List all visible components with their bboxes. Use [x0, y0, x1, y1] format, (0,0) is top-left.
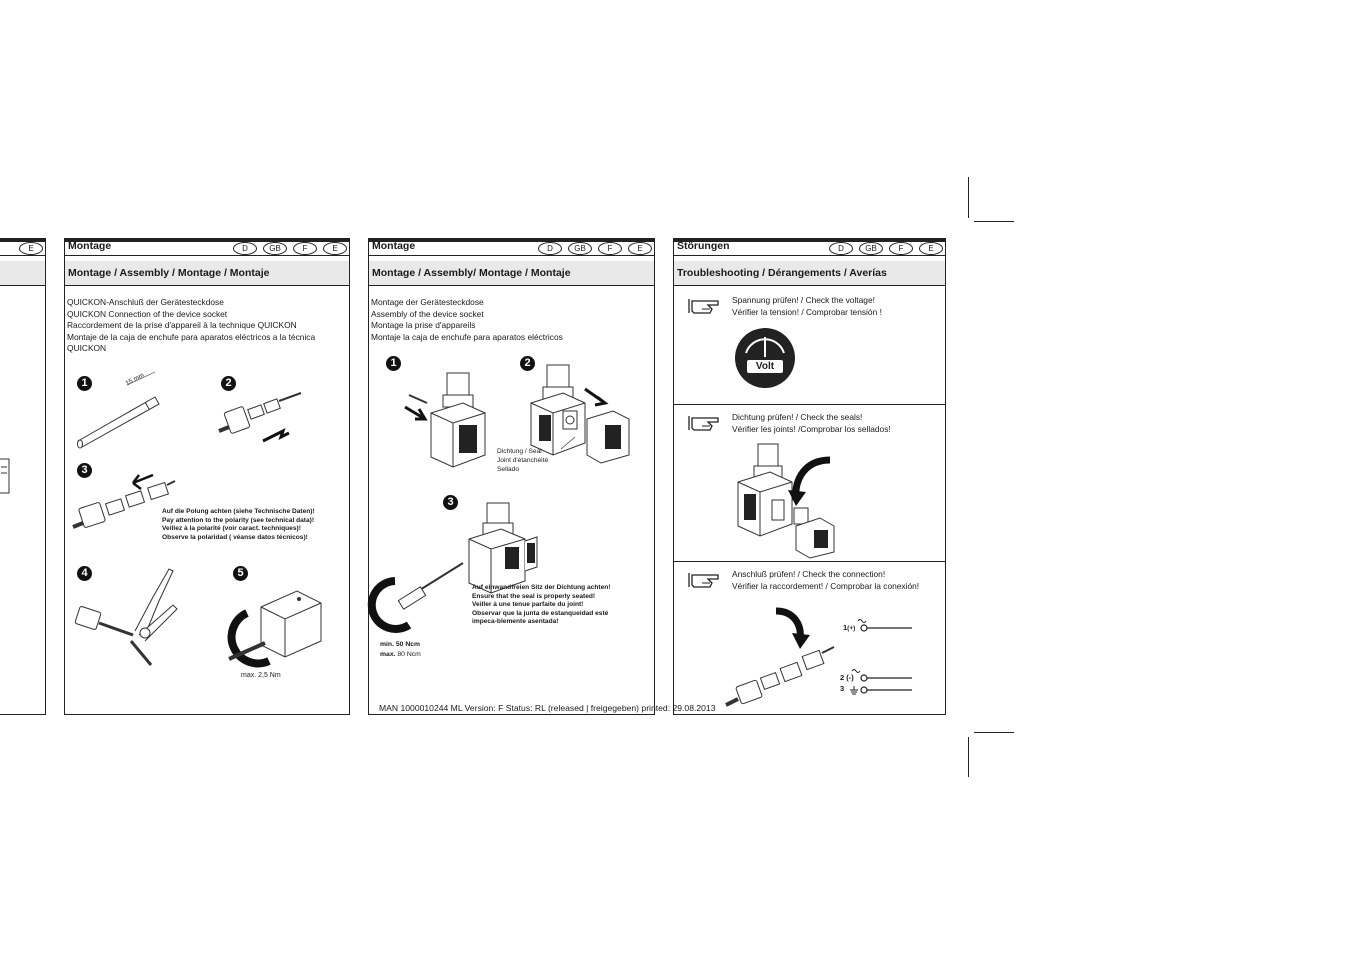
valve-screw-illustration [399, 363, 509, 473]
pointing-hand-icon [688, 571, 722, 589]
terminal-3-label: 3 [840, 684, 845, 693]
lang-badge-gb: GB [568, 242, 592, 255]
panel-quickon-assembly [64, 238, 350, 715]
crop-mark [968, 177, 969, 218]
step-number-5: 5 [233, 566, 248, 581]
pointing-hand-icon [688, 297, 722, 315]
lang-badge-e: E [919, 242, 943, 255]
seal-note: Auf einwandfreien Sitz der Dichtung achten! Ensure that the seal is properly seated! Veiller à une tenue parfaite du joint! Observar que la junta de estanqueidad esté impeca-blemente asentada! [472, 584, 611, 626]
row-text: Dichtung prüfen! / Check the seals! Vérifier les joints! /Comprobar los sellados! [732, 412, 891, 434]
lang-badge: E [19, 242, 43, 255]
partial-illustration [0, 459, 19, 499]
lang-badge-f: F [598, 242, 622, 255]
troubleshoot-row-connection [674, 561, 945, 716]
panel-header [369, 239, 654, 256]
lang-badge-gb: GB [859, 242, 883, 255]
lang-badge-f: F [889, 242, 913, 255]
torque-min: min. 50 Ncm [380, 641, 421, 648]
partial-subtitle-bar [0, 261, 45, 286]
header-title: Montage [372, 240, 416, 252]
language-badges [829, 242, 943, 255]
lang-badge-d: D [538, 242, 562, 255]
subtitle: Montage / Assembly / Montage / Montaje [68, 267, 270, 279]
polarity-note: Auf die Polung achten (siehe Technische Daten)! Pay attention to the polarity (see technical data)! Veillez à la polarité (voir caract. techniques)! Observe la polaridad ( véanse datos técnicos)! [162, 508, 315, 541]
volt-label: Volt [755, 361, 775, 372]
language-badges [538, 242, 652, 255]
torque-label: max. 2,5 Nm [241, 672, 281, 679]
step-number-2: 2 [221, 376, 236, 391]
connection-check-illustration [724, 603, 844, 713]
partial-panel-left [0, 238, 46, 715]
lang-badge-e: E [323, 242, 347, 255]
panel-troubleshooting [673, 238, 946, 715]
step-number-3: 3 [443, 495, 458, 510]
subtitle: Montage / Assembly/ Montage / Montaje [372, 267, 571, 279]
voltmeter-icon [734, 327, 796, 389]
pointing-hand-icon [688, 414, 722, 432]
lang-badge-d: D [233, 242, 257, 255]
header-title: Montage [68, 240, 112, 252]
partial-panel-header [0, 239, 45, 256]
subtitle-bar [674, 261, 945, 286]
subtitle: Troubleshooting / Dérangements / Averías [677, 267, 887, 279]
troubleshoot-row-voltage [674, 287, 945, 405]
language-badges [19, 242, 43, 255]
document-footer: MAN 1000010244 ML Version: F Status: RL (released | freigegeben) printed: 29.08.2013 [379, 703, 716, 713]
intro-text: QUICKON-Anschluß der Gerätesteckdose QUICKON Connection of the device socket Raccordement de la prise d'appareil à la technique QUICKON Montaje de la caja de enchufe para aparatos eléctricos a la técnica QUICKON [67, 297, 316, 354]
step-number-4: 4 [77, 566, 92, 581]
crop-mark [974, 732, 1014, 733]
step-number-2: 2 [520, 356, 535, 371]
step-number-3: 3 [77, 463, 92, 478]
socket-torque-illustration [225, 583, 325, 673]
lang-badge-gb: GB [263, 242, 287, 255]
intro-text: Montage der Gerätesteckdose Assembly of the device socket Montage la prise d'appareils Montaje la caja de enchufe para aparatos eléctricos [371, 297, 563, 342]
row-text: Spannung prüfen! / Check the voltage! Vérifier la tension! / Comprobar tensión ! [732, 295, 882, 317]
step-number-1: 1 [77, 376, 92, 391]
seal-check-illustration [734, 442, 844, 554]
header-title: Störungen [677, 240, 730, 252]
panel-header [65, 239, 349, 256]
connector-illustration [215, 389, 305, 449]
subtitle-bar [369, 261, 654, 286]
subtitle-bar [65, 261, 349, 286]
troubleshoot-row-seals [674, 404, 945, 562]
terminal-2-label: 2 (-) [840, 673, 854, 682]
row-text: Anschluß prüfen! / Check the connection! Vérifier la raccordement! / Comprobar la conexión! [732, 569, 920, 591]
crop-mark [974, 221, 1014, 222]
cable-strip-illustration [75, 377, 175, 447]
seal-label: Dichtung / Seal Joint d'étanchéité Sellado [497, 448, 549, 474]
lang-badge-d: D [829, 242, 853, 255]
step-number-1: 1 [386, 356, 401, 371]
lang-badge-f: F [293, 242, 317, 255]
dimension-label: 15 mm [124, 371, 146, 388]
terminal-1-label: 1(+) [843, 623, 856, 632]
panel-header [674, 239, 945, 256]
panel-socket-assembly [368, 238, 655, 715]
crop-mark [968, 737, 969, 777]
torque-max: max. 80 Ncm [380, 651, 421, 658]
lang-badge-e: E [628, 242, 652, 255]
crimp-tool-illustration [73, 569, 183, 669]
language-badges [233, 242, 347, 255]
